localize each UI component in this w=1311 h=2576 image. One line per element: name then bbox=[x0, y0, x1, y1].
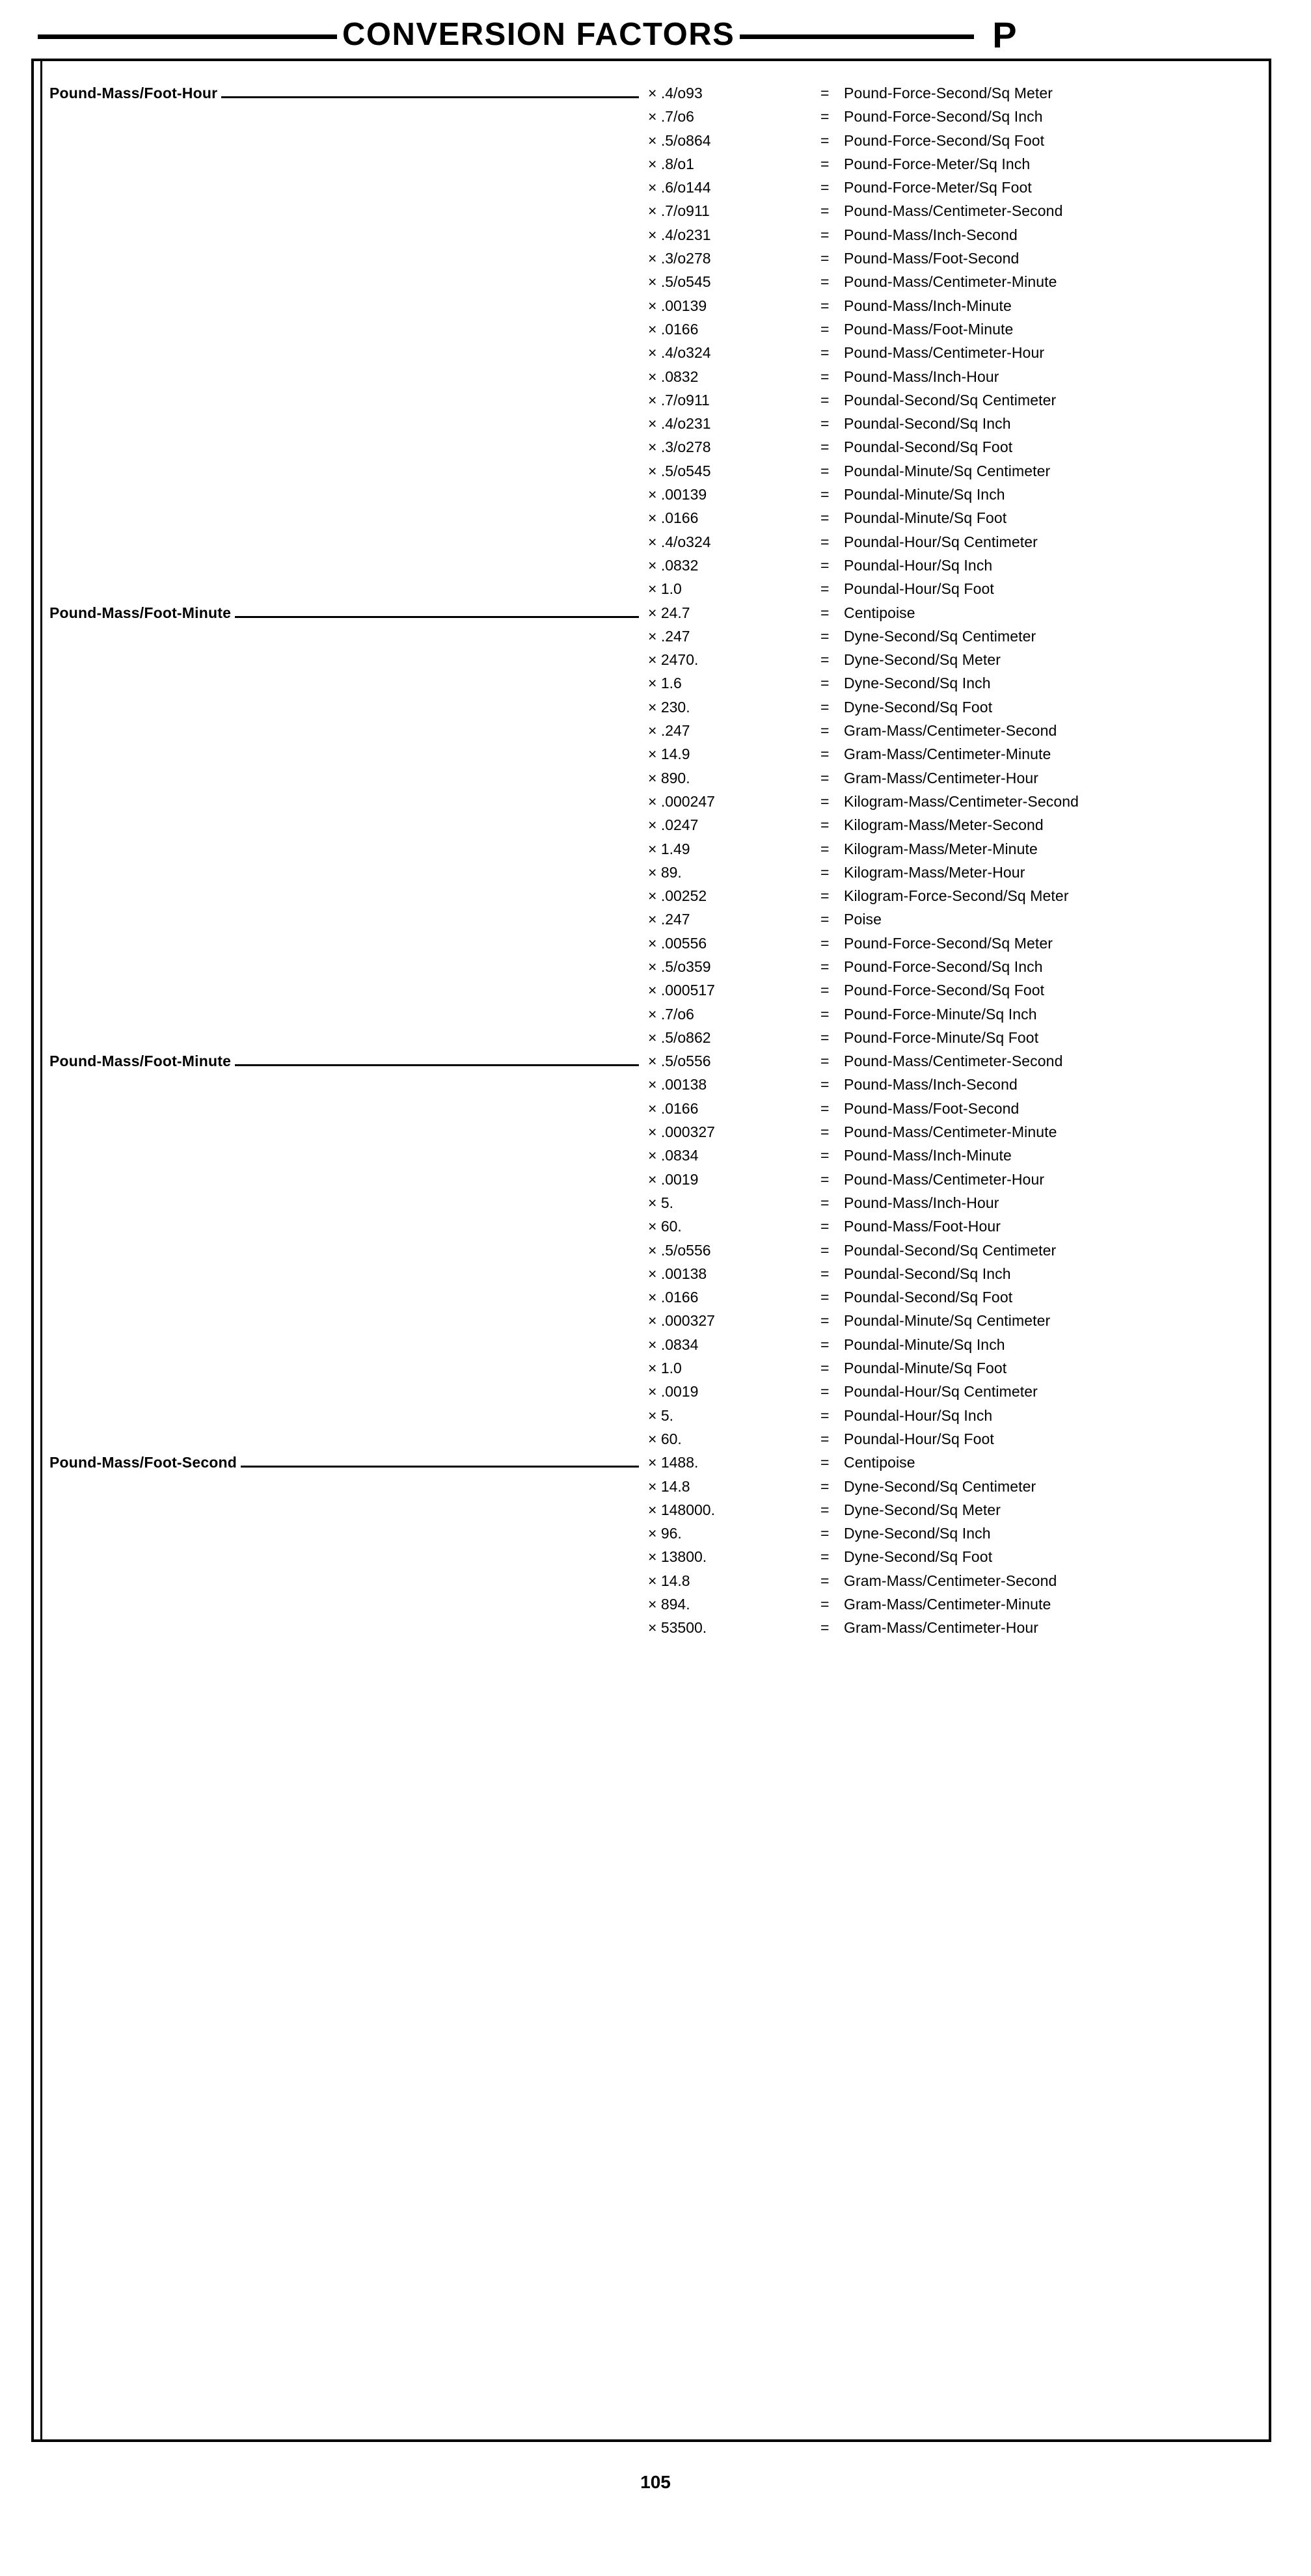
conversion-target-cell: Dyne-Second/Sq Meter bbox=[844, 1501, 1001, 1518]
equals-sign: = bbox=[820, 580, 830, 598]
table-row bbox=[49, 1360, 1249, 1383]
equals-sign: = bbox=[820, 745, 830, 763]
equals-sign: = bbox=[820, 1548, 830, 1566]
table-row bbox=[49, 1289, 1249, 1312]
conversion-factor-cell: × .0834 bbox=[648, 1147, 699, 1164]
conversion-target-cell: Poundal-Hour/Sq Inch bbox=[844, 556, 993, 574]
equals-sign: = bbox=[820, 1360, 830, 1377]
conversion-target-cell: Poise bbox=[844, 911, 882, 928]
conversion-factor-cell: × .0166 bbox=[648, 1099, 699, 1117]
conversion-factor-cell: × 148000. bbox=[648, 1501, 715, 1518]
table-row bbox=[49, 887, 1249, 911]
conversion-table bbox=[49, 85, 1249, 1643]
equals-sign: = bbox=[820, 1053, 830, 1070]
conversion-factor-cell: × .5/o556 bbox=[648, 1053, 711, 1070]
table-row bbox=[49, 982, 1249, 1005]
table-row bbox=[49, 793, 1249, 816]
equals-sign: = bbox=[820, 1218, 830, 1235]
conversion-factor-cell: × .4/o231 bbox=[648, 415, 711, 433]
table-row bbox=[49, 1407, 1249, 1430]
conversion-factor-cell: × .0019 bbox=[648, 1170, 699, 1188]
conversion-target-cell: Pound-Force-Second/Sq Inch bbox=[844, 108, 1043, 126]
equals-sign: = bbox=[820, 675, 830, 692]
table-row bbox=[49, 699, 1249, 722]
frame-inner-rule bbox=[40, 61, 42, 2439]
table-row bbox=[49, 935, 1249, 958]
conversion-factor-cell: × .0247 bbox=[648, 816, 699, 834]
equals-sign: = bbox=[820, 179, 830, 196]
conversion-target-cell: Gram-Mass/Centimeter-Hour bbox=[844, 1619, 1038, 1637]
conversion-target-cell: Poundal-Hour/Sq Centimeter bbox=[844, 1383, 1038, 1401]
conversion-target-cell: Gram-Mass/Centimeter-Hour bbox=[844, 769, 1038, 786]
equals-sign: = bbox=[820, 1572, 830, 1589]
table-row bbox=[49, 132, 1249, 155]
table-row bbox=[49, 392, 1249, 415]
conversion-source-label: Pound-Mass/Foot-Hour bbox=[49, 85, 221, 102]
conversion-target-cell: Poundal-Second/Sq Inch bbox=[844, 1265, 1011, 1282]
conversion-target-cell: Pound-Mass/Centimeter-Hour bbox=[844, 1170, 1045, 1188]
table-row bbox=[49, 179, 1249, 202]
conversion-factor-cell: × 60. bbox=[648, 1218, 682, 1235]
conversion-factor-cell: × .4/o93 bbox=[648, 85, 703, 101]
header-rule-left bbox=[38, 34, 337, 39]
equals-sign: = bbox=[820, 1430, 830, 1447]
conversion-factor-cell: × .5/o545 bbox=[648, 462, 711, 479]
table-row bbox=[49, 155, 1249, 179]
table-row bbox=[49, 1265, 1249, 1289]
equals-sign: = bbox=[820, 202, 830, 220]
conversion-factor-cell: × .000247 bbox=[648, 792, 715, 810]
equals-sign: = bbox=[820, 1406, 830, 1424]
conversion-target-cell: Dyne-Second/Sq Foot bbox=[844, 698, 993, 716]
table-row bbox=[49, 1336, 1249, 1360]
conversion-target-cell: Centipoise bbox=[844, 604, 915, 621]
conversion-factor-cell: × 5. bbox=[648, 1194, 674, 1211]
conversion-factor-cell: × 14.9 bbox=[648, 745, 690, 763]
conversion-target-cell: Pound-Force-Second/Sq Inch bbox=[844, 958, 1043, 975]
page-number: 105 bbox=[640, 2472, 671, 2492]
conversion-factor-cell: × .3/o278 bbox=[648, 438, 711, 456]
table-row bbox=[49, 486, 1249, 509]
conversion-target-cell: Pound-Mass/Inch-Minute bbox=[844, 1147, 1012, 1164]
equals-sign: = bbox=[820, 108, 830, 126]
conversion-target-cell: Dyne-Second/Sq Meter bbox=[844, 651, 1001, 669]
conversion-factor-cell: × 1488. bbox=[648, 1454, 699, 1471]
equals-sign: = bbox=[820, 320, 830, 338]
table-row bbox=[49, 1619, 1249, 1643]
equals-sign: = bbox=[820, 816, 830, 834]
conversion-target-cell: Pound-Mass/Inch-Hour bbox=[844, 368, 999, 385]
equals-sign: = bbox=[820, 533, 830, 550]
conversion-source-label: Pound-Mass/Foot-Minute bbox=[49, 1053, 235, 1070]
conversion-target-cell: Pound-Mass/Inch-Hour bbox=[844, 1194, 999, 1211]
table-row bbox=[49, 651, 1249, 675]
conversion-target-cell: Kilogram-Force-Second/Sq Meter bbox=[844, 887, 1069, 905]
equals-sign: = bbox=[820, 1147, 830, 1164]
conversion-target-cell: Poundal-Minute/Sq Foot bbox=[844, 1360, 1007, 1377]
equals-sign: = bbox=[820, 415, 830, 433]
table-row bbox=[49, 1478, 1249, 1501]
equals-sign: = bbox=[820, 391, 830, 409]
table-row bbox=[49, 1596, 1249, 1619]
equals-sign: = bbox=[820, 1028, 830, 1046]
conversion-factor-cell: × .7/o911 bbox=[648, 391, 710, 409]
equals-sign: = bbox=[820, 344, 830, 362]
conversion-factor-cell: × .6/o144 bbox=[648, 179, 711, 196]
conversion-target-cell: Poundal-Hour/Sq Foot bbox=[844, 580, 994, 598]
conversion-factor-cell: × .0166 bbox=[648, 1289, 699, 1306]
conversion-target-cell: Poundal-Second/Sq Foot bbox=[844, 1289, 1013, 1306]
conversion-target-cell: Pound-Mass/Foot-Second bbox=[844, 250, 1020, 267]
conversion-target-cell: Pound-Mass/Centimeter-Hour bbox=[844, 344, 1045, 362]
conversion-target-cell: Pound-Force-Minute/Sq Foot bbox=[844, 1028, 1039, 1046]
equals-sign: = bbox=[820, 1477, 830, 1495]
conversion-factor-cell: × .5/o545 bbox=[648, 273, 711, 291]
conversion-factor-cell: × .0019 bbox=[648, 1383, 699, 1401]
conversion-factor-cell: × 2470. bbox=[648, 651, 699, 669]
conversion-factor-cell: × .8/o1 bbox=[648, 155, 694, 172]
conversion-factor-cell: × .0832 bbox=[648, 556, 699, 574]
table-row bbox=[49, 675, 1249, 698]
equals-sign: = bbox=[820, 438, 830, 456]
conversion-target-cell: Kilogram-Mass/Centimeter-Second bbox=[844, 792, 1079, 810]
conversion-target-cell: Pound-Mass/Inch-Minute bbox=[844, 297, 1012, 314]
equals-sign: = bbox=[820, 863, 830, 881]
conversion-target-cell: Pound-Mass/Foot-Hour bbox=[844, 1218, 1001, 1235]
equals-sign: = bbox=[820, 1619, 830, 1637]
conversion-target-cell: Pound-Mass/Foot-Minute bbox=[844, 320, 1014, 338]
conversion-target-cell: Gram-Mass/Centimeter-Second bbox=[844, 722, 1057, 740]
conversion-target-cell: Dyne-Second/Sq Inch bbox=[844, 1525, 991, 1542]
conversion-factor-cell: × 894. bbox=[648, 1596, 690, 1613]
conversion-factor-cell: × .5/o864 bbox=[648, 131, 711, 149]
conversion-factor-cell: × .0832 bbox=[648, 368, 699, 385]
conversion-factor-cell: × .0166 bbox=[648, 320, 699, 338]
conversion-factor-cell: × 1.0 bbox=[648, 580, 682, 598]
table-row bbox=[49, 580, 1249, 604]
equals-sign: = bbox=[820, 887, 830, 905]
table-row bbox=[49, 1312, 1249, 1335]
section-letter: P bbox=[992, 14, 1017, 55]
conversion-factor-cell: × .4/o231 bbox=[648, 226, 711, 243]
conversion-target-cell: Poundal-Second/Sq Inch bbox=[844, 415, 1011, 433]
conversion-target-cell: Pound-Mass/Inch-Second bbox=[844, 1076, 1018, 1093]
equals-sign: = bbox=[820, 934, 830, 952]
conversion-target-cell: Poundal-Minute/Sq Foot bbox=[844, 509, 1007, 527]
conversion-factor-cell: × .7/o6 bbox=[648, 108, 694, 126]
conversion-factor-cell: × .4/o324 bbox=[648, 533, 711, 550]
conversion-factor-cell: × 1.0 bbox=[648, 1360, 682, 1377]
equals-sign: = bbox=[820, 1289, 830, 1306]
equals-sign: = bbox=[820, 1241, 830, 1259]
conversion-target-cell: Pound-Mass/Inch-Second bbox=[844, 226, 1018, 243]
conversion-source-cell bbox=[49, 1053, 648, 1070]
table-row bbox=[49, 226, 1249, 250]
conversion-factor-cell: × 24.7 bbox=[648, 604, 690, 621]
conversion-factor-cell: × .00139 bbox=[648, 297, 707, 314]
table-row bbox=[49, 958, 1249, 982]
table-row bbox=[49, 1525, 1249, 1548]
table-row bbox=[49, 463, 1249, 486]
conversion-target-cell: Pound-Force-Second/Sq Meter bbox=[844, 85, 1053, 101]
conversion-target-cell: Poundal-Minute/Sq Inch bbox=[844, 1335, 1005, 1353]
table-row bbox=[49, 1100, 1249, 1123]
table-row bbox=[49, 1242, 1249, 1265]
conversion-target-cell: Dyne-Second/Sq Centimeter bbox=[844, 1477, 1036, 1495]
conversion-factor-cell: × 230. bbox=[648, 698, 690, 716]
page-header bbox=[0, 12, 1311, 57]
equals-sign: = bbox=[820, 1076, 830, 1093]
conversion-factor-cell: × 13800. bbox=[648, 1548, 707, 1566]
equals-sign: = bbox=[820, 368, 830, 385]
table-row bbox=[49, 816, 1249, 840]
conversion-factor-cell: × .3/o278 bbox=[648, 250, 711, 267]
conversion-target-cell: Poundal-Second/Sq Centimeter bbox=[844, 391, 1057, 409]
equals-sign: = bbox=[820, 85, 830, 101]
table-row bbox=[49, 770, 1249, 793]
table-row bbox=[49, 604, 1249, 628]
equals-sign: = bbox=[820, 462, 830, 479]
conversion-factor-cell: × 60. bbox=[648, 1430, 682, 1447]
equals-sign: = bbox=[820, 1123, 830, 1141]
equals-sign: = bbox=[820, 155, 830, 172]
table-row bbox=[49, 1029, 1249, 1053]
header-rule-right bbox=[740, 34, 974, 39]
table-row bbox=[49, 557, 1249, 580]
equals-sign: = bbox=[820, 840, 830, 857]
table-row bbox=[49, 1076, 1249, 1099]
conversion-source-cell bbox=[49, 85, 648, 102]
conversion-factor-cell: × 53500. bbox=[648, 1619, 707, 1637]
table-row bbox=[49, 1218, 1249, 1241]
conversion-factor-cell: × .00138 bbox=[648, 1076, 707, 1093]
conversion-source-cell bbox=[49, 604, 648, 622]
table-row bbox=[49, 722, 1249, 745]
conversion-factor-cell: × .5/o862 bbox=[648, 1028, 711, 1046]
equals-sign: = bbox=[820, 604, 830, 621]
conversion-target-cell: Pound-Force-Minute/Sq Inch bbox=[844, 1005, 1037, 1023]
conversion-factor-cell: × 1.6 bbox=[648, 675, 682, 692]
equals-sign: = bbox=[820, 792, 830, 810]
conversion-factor-cell: × .5/o359 bbox=[648, 958, 711, 975]
table-row bbox=[49, 1006, 1249, 1029]
conversion-target-cell: Poundal-Minute/Sq Centimeter bbox=[844, 1312, 1051, 1330]
equals-sign: = bbox=[820, 1099, 830, 1117]
equals-sign: = bbox=[820, 273, 830, 291]
equals-sign: = bbox=[820, 509, 830, 527]
conversion-target-cell: Pound-Force-Second/Sq Foot bbox=[844, 131, 1045, 149]
conversion-source-label: Pound-Mass/Foot-Second bbox=[49, 1454, 241, 1471]
conversion-target-cell: Pound-Mass/Centimeter-Second bbox=[844, 202, 1063, 220]
conversion-target-cell: Poundal-Second/Sq Centimeter bbox=[844, 1241, 1057, 1259]
equals-sign: = bbox=[820, 1525, 830, 1542]
conversion-factor-cell: × .000327 bbox=[648, 1123, 715, 1141]
table-row bbox=[49, 321, 1249, 344]
conversion-target-cell: Pound-Mass/Foot-Second bbox=[844, 1099, 1020, 1117]
conversion-target-cell: Kilogram-Mass/Meter-Minute bbox=[844, 840, 1038, 857]
table-row bbox=[49, 415, 1249, 438]
table-row bbox=[49, 1171, 1249, 1194]
equals-sign: = bbox=[820, 982, 830, 999]
conversion-source-cell bbox=[49, 1454, 648, 1471]
equals-sign: = bbox=[820, 1265, 830, 1282]
conversion-factor-cell: × .247 bbox=[648, 911, 690, 928]
equals-sign: = bbox=[820, 1194, 830, 1211]
equals-sign: = bbox=[820, 250, 830, 267]
table-row bbox=[49, 1572, 1249, 1596]
conversion-factor-cell: × .0834 bbox=[648, 1335, 699, 1353]
table-row bbox=[49, 1548, 1249, 1572]
table-row bbox=[49, 250, 1249, 273]
equals-sign: = bbox=[820, 556, 830, 574]
conversion-target-cell: Dyne-Second/Sq Foot bbox=[844, 1548, 993, 1566]
equals-sign: = bbox=[820, 1335, 830, 1353]
table-row bbox=[49, 509, 1249, 533]
conversion-target-cell: Poundal-Hour/Sq Inch bbox=[844, 1406, 993, 1424]
table-row bbox=[49, 911, 1249, 934]
conversion-target-cell: Pound-Force-Second/Sq Foot bbox=[844, 982, 1045, 999]
conversion-factor-cell: × .00139 bbox=[648, 486, 707, 503]
table-row bbox=[49, 1053, 1249, 1076]
table-row bbox=[49, 1194, 1249, 1218]
equals-sign: = bbox=[820, 651, 830, 669]
table-row bbox=[49, 864, 1249, 887]
equals-sign: = bbox=[820, 722, 830, 740]
conversion-target-cell: Pound-Mass/Centimeter-Second bbox=[844, 1053, 1063, 1070]
table-row bbox=[49, 1123, 1249, 1147]
equals-sign: = bbox=[820, 1454, 830, 1471]
equals-sign: = bbox=[820, 1596, 830, 1613]
conversion-factor-cell: × .4/o324 bbox=[648, 344, 711, 362]
conversion-factor-cell: × .00556 bbox=[648, 934, 707, 952]
table-row bbox=[49, 273, 1249, 297]
conversion-factor-cell: × .00138 bbox=[648, 1265, 707, 1282]
table-row bbox=[49, 533, 1249, 557]
conversion-target-cell: Gram-Mass/Centimeter-Second bbox=[844, 1572, 1057, 1589]
conversion-target-cell: Pound-Mass/Centimeter-Minute bbox=[844, 1123, 1057, 1141]
conversion-target-cell: Dyne-Second/Sq Inch bbox=[844, 675, 991, 692]
table-row bbox=[49, 1501, 1249, 1525]
table-row bbox=[49, 108, 1249, 131]
table-row bbox=[49, 344, 1249, 368]
conversion-factor-cell: × .0166 bbox=[648, 509, 699, 527]
conversion-factor-cell: × .247 bbox=[648, 722, 690, 740]
equals-sign: = bbox=[820, 486, 830, 503]
conversion-target-cell: Gram-Mass/Centimeter-Minute bbox=[844, 745, 1051, 763]
equals-sign: = bbox=[820, 1005, 830, 1023]
conversion-factor-cell: × .000327 bbox=[648, 1312, 715, 1330]
page-title: CONVERSION FACTORS bbox=[342, 17, 735, 52]
equals-sign: = bbox=[820, 131, 830, 149]
equals-sign: = bbox=[820, 297, 830, 314]
conversion-target-cell: Poundal-Minute/Sq Inch bbox=[844, 486, 1005, 503]
conversion-factor-cell: × 5. bbox=[648, 1406, 674, 1424]
conversion-target-cell: Poundal-Second/Sq Foot bbox=[844, 438, 1013, 456]
conversion-source-label: Pound-Mass/Foot-Minute bbox=[49, 604, 235, 622]
table-row bbox=[49, 297, 1249, 321]
conversion-factor-cell: × .247 bbox=[648, 627, 690, 645]
table-row bbox=[49, 85, 1249, 108]
equals-sign: = bbox=[820, 1312, 830, 1330]
conversion-target-cell: Dyne-Second/Sq Centimeter bbox=[844, 627, 1036, 645]
table-row bbox=[49, 1147, 1249, 1170]
conversion-target-cell: Kilogram-Mass/Meter-Hour bbox=[844, 863, 1025, 881]
table-row bbox=[49, 1430, 1249, 1454]
conversion-target-cell: Kilogram-Mass/Meter-Second bbox=[844, 816, 1044, 834]
table-row bbox=[49, 1454, 1249, 1477]
table-row bbox=[49, 438, 1249, 462]
equals-sign: = bbox=[820, 1383, 830, 1401]
conversion-factor-cell: × .5/o556 bbox=[648, 1241, 711, 1259]
equals-sign: = bbox=[820, 1501, 830, 1518]
conversion-factor-cell: × .00252 bbox=[648, 887, 707, 905]
equals-sign: = bbox=[820, 627, 830, 645]
equals-sign: = bbox=[820, 958, 830, 975]
table-row bbox=[49, 628, 1249, 651]
equals-sign: = bbox=[820, 911, 830, 928]
conversion-target-cell: Centipoise bbox=[844, 1454, 915, 1471]
table-row bbox=[49, 368, 1249, 392]
conversion-target-cell: Pound-Force-Meter/Sq Foot bbox=[844, 179, 1032, 196]
conversion-target-cell: Gram-Mass/Centimeter-Minute bbox=[844, 1596, 1051, 1613]
equals-sign: = bbox=[820, 769, 830, 786]
equals-sign: = bbox=[820, 698, 830, 716]
conversion-factor-cell: × 14.8 bbox=[648, 1572, 690, 1589]
conversion-factor-cell: × 89. bbox=[648, 863, 682, 881]
table-row bbox=[49, 745, 1249, 769]
conversion-factor-cell: × 1.49 bbox=[648, 840, 690, 857]
table-row bbox=[49, 1383, 1249, 1406]
conversion-factor-cell: × .000517 bbox=[648, 982, 715, 999]
content-frame bbox=[31, 59, 1271, 2442]
conversion-factor-cell: × 96. bbox=[648, 1525, 682, 1542]
conversion-factor-cell: × 890. bbox=[648, 769, 690, 786]
conversion-factor-cell: × .7/o6 bbox=[648, 1005, 694, 1023]
conversion-factor-cell: × 14.8 bbox=[648, 1477, 690, 1495]
conversion-target-cell: Pound-Mass/Centimeter-Minute bbox=[844, 273, 1057, 291]
table-row bbox=[49, 202, 1249, 226]
conversion-target-cell: Poundal-Hour/Sq Centimeter bbox=[844, 533, 1038, 550]
equals-sign: = bbox=[820, 1170, 830, 1188]
conversion-target-cell: Pound-Force-Second/Sq Meter bbox=[844, 934, 1053, 952]
conversion-target-cell: Pound-Force-Meter/Sq Inch bbox=[844, 155, 1031, 172]
conversion-target-cell: Poundal-Hour/Sq Foot bbox=[844, 1430, 994, 1447]
equals-sign: = bbox=[820, 226, 830, 243]
conversion-factor-cell: × .7/o911 bbox=[648, 202, 710, 220]
conversion-target-cell: Poundal-Minute/Sq Centimeter bbox=[844, 462, 1051, 479]
table-row bbox=[49, 840, 1249, 864]
